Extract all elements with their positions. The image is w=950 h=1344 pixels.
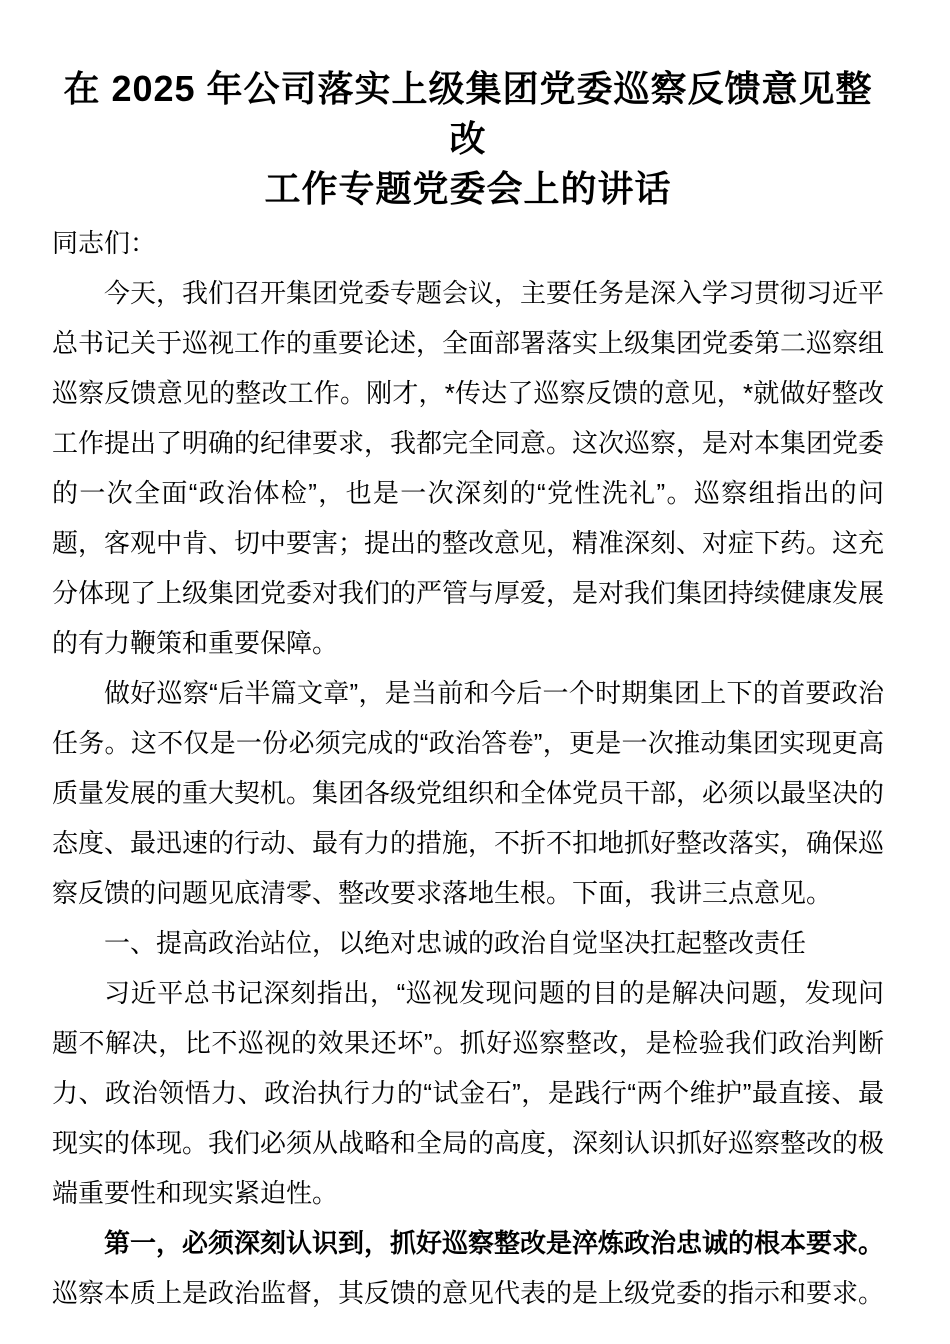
- paragraph-4-rest: 巡察本质上是政治监督，其反馈的意见代表的是上级党委的指示和要求。: [52, 1278, 885, 1308]
- paragraph-4: [52, 1218, 884, 1318]
- paragraph-2: 做好巡察“后半篇文章”，是当前和今后一个时期集团上下的首要政治任务。这不仅是一份必须完成的“政治答卷”，更是一次推动集团实现更高质量发展的重大契机。集团各级党组织和全体党员干部，必须以最坚决的态度、最迅速的行动、最有力的措施，不折不扣地抓好整改落实，确保巡察反馈的问题见底清零、整改要求落地生根。下面，我讲三点意见。: [52, 678, 885, 908]
- document-title-line-2: 工作专题党委会上的讲话: [264, 168, 672, 209]
- salutation: 同志们：: [52, 228, 157, 258]
- section-heading-1: 一、提高政治站位，以绝对忠诚的政治自觉坚决扛起整改责任: [104, 928, 807, 958]
- paragraph-4-bold-lead: 第一，必须深刻认识到，抓好巡察整改是淬炼政治忠诚的根本要求。: [104, 1228, 885, 1258]
- paragraph-3: 习近平总书记深刻指出，“巡视发现问题的目的是解决问题，发现问题不解决，比不巡视的效果还坏”。抓好巡察整改，是检验我们政治判断力、政治领悟力、政治执行力的“试金石”，是践行“两个维护”最直接、最现实的体现。我们必须从战略和全局的高度，深刻认识抓好巡察整改的极端重要性和现实紧迫性。: [52, 978, 885, 1208]
- document-title-line-1: 在 2025 年公司落实上级集团党委巡察反馈意见整改: [63, 68, 873, 159]
- document-title: [52, 64, 884, 214]
- paragraph-1: 今天，我们召开集团党委专题会议，主要任务是深入学习贯彻习近平总书记关于巡视工作的重要论述，全面部署落实上级集团党委第二巡察组巡察反馈意见的整改工作。刚才，*传达了巡察反馈的意见，*就做好整改工作提出了明确的纪律要求，我都完全同意。这次巡察，是对本集团党委的一次全面“政治体检”，也是一次深刻的“党性洗礼”。巡察组指出的问题，客观中肯、切中要害；提出的整改意见，精准深刻、对症下药。这充分体现了上级集团党委对我们的严管与厚爱，是对我们集团持续健康发展的有力鞭策和重要保障。: [52, 278, 885, 658]
